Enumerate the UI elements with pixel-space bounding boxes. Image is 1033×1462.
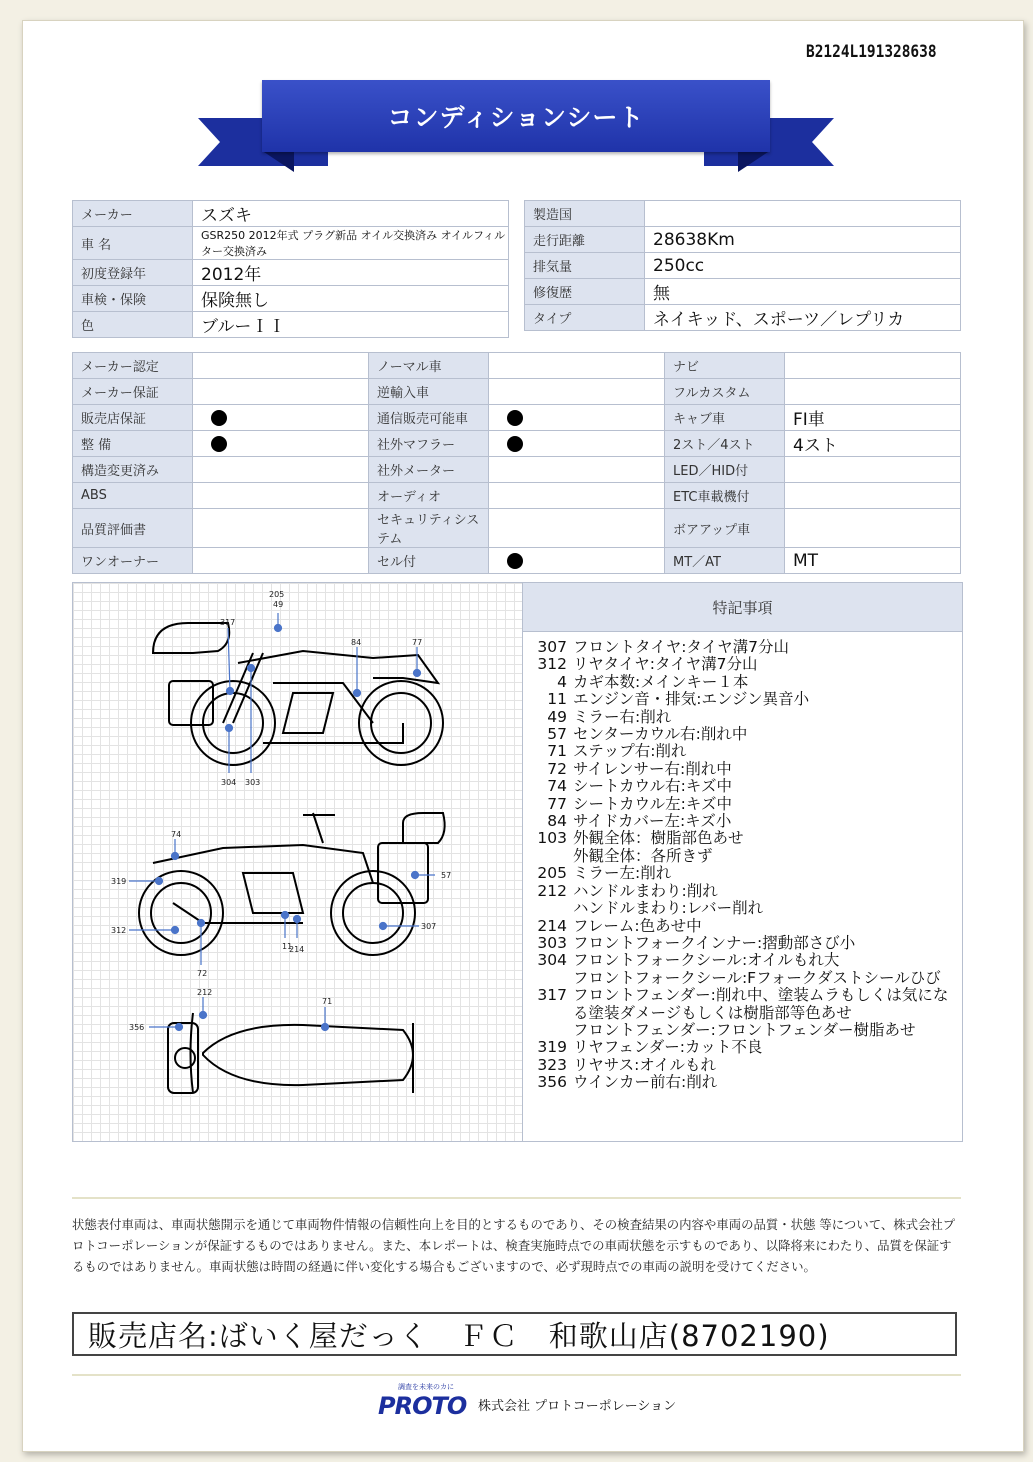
- note-code: [531, 848, 573, 865]
- note-text: サイドカバー左:キズ小: [573, 812, 732, 831]
- note-code: 319: [537, 1038, 567, 1057]
- feature-label: メーカー保証: [73, 379, 193, 405]
- field-label: 排気量: [525, 253, 645, 279]
- feature-label: ナビ: [665, 353, 785, 379]
- notes-list: [531, 639, 958, 1092]
- field-label: メーカー: [73, 201, 193, 227]
- feature-label: ABS: [73, 483, 193, 509]
- svg-text:303: 303: [245, 778, 261, 787]
- svg-text:307: 307: [421, 922, 437, 931]
- feature-label: ワンオーナー: [73, 548, 193, 574]
- note-code: 11: [547, 690, 567, 709]
- feature-label: 社外マフラー: [369, 431, 489, 457]
- feature-label: 品質評価書: [73, 509, 193, 548]
- table-row: [525, 227, 961, 253]
- feature-value: [193, 483, 369, 509]
- feature-label: キャブ車: [665, 405, 785, 431]
- logo-tagline: 調査を未来のカに: [398, 1383, 454, 1391]
- table-row: [525, 201, 961, 227]
- feature-label: 社外メーター: [369, 457, 489, 483]
- document-id: B2124L191328638: [806, 42, 937, 62]
- feature-label: LED／HID付: [665, 457, 785, 483]
- motorcycle-diagram: [73, 583, 522, 1141]
- feature-label: セル付: [369, 548, 489, 574]
- note-code: 212: [537, 881, 567, 900]
- note-code: 307: [537, 638, 567, 656]
- feature-value: FI車: [785, 405, 961, 431]
- check-dot-icon: [211, 436, 227, 452]
- note-text: カギ本数:メインキー１本: [573, 672, 749, 691]
- marker-304: [221, 725, 236, 788]
- field-label: 製造国: [525, 201, 645, 227]
- note-item: [531, 848, 958, 865]
- feature-value: MT: [785, 548, 961, 574]
- note-item: [531, 900, 958, 917]
- note-text: ハンドルまわり:削れ: [573, 881, 718, 900]
- note-item: [531, 935, 958, 952]
- svg-text:84: 84: [351, 638, 362, 647]
- feature-label: セキュリティシステム: [369, 509, 489, 548]
- feature-label: 整 備: [73, 431, 193, 457]
- note-code: 214: [537, 916, 567, 935]
- table-row: [73, 483, 961, 509]
- note-code: 74: [547, 777, 567, 796]
- note-text: フレーム:色あせ中: [573, 916, 702, 935]
- table-row: [73, 312, 509, 338]
- note-text: フロントフォークインナー:摺動部さび小: [573, 933, 856, 952]
- company-name: 株式会社 プロトコーポレーション: [478, 1399, 677, 1414]
- feature-label: ETC車載機付: [665, 483, 785, 509]
- note-text: エンジン音・排気:エンジン異音小: [573, 690, 810, 709]
- feature-value: [785, 509, 961, 548]
- check-dot-icon: [507, 436, 523, 452]
- features-table: [72, 352, 961, 574]
- feature-value: [785, 457, 961, 483]
- note-code: 317: [537, 986, 567, 1005]
- feature-label: オーディオ: [369, 483, 489, 509]
- table-row: [525, 279, 961, 305]
- feature-value: [489, 483, 665, 509]
- feature-label: 構造変更済み: [73, 457, 193, 483]
- note-text: 外観全体：各所きず: [573, 846, 713, 865]
- feature-label: ノーマル車: [369, 353, 489, 379]
- front-cowl: [153, 623, 229, 653]
- note-text: ハンドルまわり:レバー削れ: [573, 899, 764, 918]
- note-code: 103: [537, 829, 567, 848]
- note-item: [531, 796, 958, 813]
- note-code: 205: [537, 864, 567, 883]
- feature-value: [785, 353, 961, 379]
- note-item: [531, 830, 958, 847]
- note-code: 312: [537, 655, 567, 674]
- field-value: 2012年: [193, 260, 509, 286]
- table-row: [525, 253, 961, 279]
- damage-diagram: [73, 583, 523, 1141]
- marker-84: [351, 638, 361, 697]
- note-item: [531, 883, 958, 900]
- feature-value: [785, 379, 961, 405]
- note-text: 外観全体：樹脂部色あせ: [573, 829, 744, 848]
- note-text: シートカウル左:キズ中: [573, 794, 732, 813]
- note-code: 303: [537, 933, 567, 952]
- divider: [72, 1197, 961, 1199]
- feature-label: フルカスタム: [665, 379, 785, 405]
- feature-label: 2スト／4スト: [665, 431, 785, 457]
- top-view-body: [203, 1025, 413, 1085]
- svg-text:71: 71: [322, 997, 333, 1006]
- note-code: 71: [547, 742, 567, 761]
- field-value: 28638Km: [645, 227, 961, 253]
- table-row: [73, 379, 961, 405]
- note-item: [531, 1074, 958, 1091]
- svg-text:312: 312: [111, 926, 127, 935]
- feature-value: [193, 405, 369, 431]
- note-code: 84: [547, 812, 567, 831]
- table-row: [73, 457, 961, 483]
- note-item: [531, 952, 958, 969]
- table-row: [73, 431, 961, 457]
- note-text: フロントフェンダー:フロントフェンダー樹脂あせ: [573, 1020, 916, 1039]
- field-label: タイプ: [525, 305, 645, 331]
- note-code: 49: [547, 707, 567, 726]
- marker-205: [269, 590, 284, 632]
- note-item: [531, 691, 958, 708]
- feature-label: 逆輸入車: [369, 379, 489, 405]
- field-value: 保険無し: [193, 286, 509, 312]
- field-label: 初度登録年: [73, 260, 193, 286]
- note-item: [531, 656, 958, 673]
- check-dot-icon: [507, 553, 523, 569]
- feature-label: 販売店保証: [73, 405, 193, 431]
- note-item: [531, 639, 958, 656]
- note-item: [531, 1022, 958, 1039]
- field-label: 走行距離: [525, 227, 645, 253]
- note-item: [531, 709, 958, 726]
- note-item: [531, 743, 958, 760]
- feature-value: [193, 509, 369, 548]
- feature-label: 通信販売可能車: [369, 405, 489, 431]
- marker-74: [171, 830, 181, 860]
- vehicle-spec-table: [524, 200, 961, 331]
- note-item: [531, 726, 958, 743]
- feature-value: [489, 353, 665, 379]
- table-row: [73, 548, 961, 574]
- svg-text:317: 317: [220, 618, 236, 627]
- note-code: 57: [547, 725, 567, 744]
- feature-value: [489, 548, 665, 574]
- note-code: [531, 1022, 573, 1039]
- note-item: [531, 674, 958, 691]
- marker-212: [197, 988, 212, 1019]
- field-value: ブルーＩＩ: [193, 312, 509, 338]
- svg-text:304: 304: [221, 778, 237, 787]
- page-title: コンディションシート: [262, 80, 770, 152]
- note-code: [531, 900, 573, 917]
- note-text: リヤサス:オイルもれ: [573, 1055, 717, 1074]
- svg-text:11: 11: [282, 942, 293, 951]
- table-row: [73, 260, 509, 286]
- note-code: 72: [547, 759, 567, 778]
- note-text: シートカウル右:キズ中: [573, 777, 732, 796]
- logo-text: PROTO: [378, 1392, 467, 1420]
- shop-name: 販売店名:ばいく屋だっく ＦＣ 和歌山店(8702190): [72, 1312, 957, 1356]
- note-text: サイレンサー右:削れ中: [573, 759, 732, 778]
- feature-value: [193, 379, 369, 405]
- field-value: スズキ: [193, 201, 509, 227]
- notes-title: 特記事項: [523, 583, 962, 632]
- note-text: ステップ右:削れ: [573, 742, 687, 761]
- marker-49: [273, 600, 283, 609]
- note-code: 323: [537, 1055, 567, 1074]
- note-code: [531, 970, 573, 987]
- feature-value: [193, 548, 369, 574]
- svg-text:74: 74: [171, 830, 182, 839]
- note-item: [531, 1057, 958, 1074]
- marker-57: [412, 871, 452, 880]
- field-label: 車 名: [73, 227, 193, 260]
- field-label: 修復歴: [525, 279, 645, 305]
- feature-value: [193, 353, 369, 379]
- feature-value: [489, 509, 665, 548]
- field-value: 無: [645, 279, 961, 305]
- damage-diagram-panel: [72, 582, 963, 1142]
- vehicle-info-table: [72, 200, 509, 338]
- note-text: ミラー右:削れ: [573, 707, 672, 726]
- feature-value: 4スト: [785, 431, 961, 457]
- note-text: リヤタイヤ:タイヤ溝7分山: [573, 655, 758, 674]
- svg-text:49: 49: [273, 600, 284, 609]
- field-value: [645, 201, 961, 227]
- table-row: [73, 227, 509, 260]
- feature-value: [489, 457, 665, 483]
- divider: [72, 1374, 961, 1376]
- note-text: リヤフェンダー:カット不良: [573, 1038, 763, 1057]
- svg-text:77: 77: [412, 638, 423, 647]
- note-text: センターカウル右:削れ中: [573, 725, 748, 744]
- note-item: [531, 987, 958, 1022]
- feature-value: [193, 431, 369, 457]
- feature-value: [489, 431, 665, 457]
- svg-text:72: 72: [197, 969, 208, 978]
- feature-label: MT／AT: [665, 548, 785, 574]
- note-code: 4: [557, 672, 567, 691]
- field-label: 色: [73, 312, 193, 338]
- feature-label: メーカー認定: [73, 353, 193, 379]
- note-item: [531, 918, 958, 935]
- disclaimer-text: 状態表付車両は、車両状態開示を通じて車両物件情報の信頼性向上を目的とするものであり、その検査結果の内容や車両の品質・状態 等について、株式会社プロトコーポレーションが保証するものではありません。また、本レポートは、検査実施時点での車両状態を示すものであり、以降将来にわたり、品質を保証するものではありません。車両状態は時間の経過に伴い変化する場合もございますので、必ず現時点での車両の説明を受けてください。: [72, 1217, 956, 1274]
- svg-text:212: 212: [197, 988, 213, 997]
- feature-value: [193, 457, 369, 483]
- field-value: 250cc: [645, 253, 961, 279]
- note-code: 77: [547, 794, 567, 813]
- table-row: [73, 353, 961, 379]
- marker-319: [111, 877, 163, 886]
- field-value: GSR250 2012年式 プラグ新品 オイル交換済み オイルフィルター交換済み: [193, 227, 509, 260]
- note-text: フロントタイヤ:タイヤ溝7分山: [573, 638, 789, 656]
- table-row: [525, 305, 961, 331]
- marker-356: [129, 1023, 183, 1032]
- svg-text:319: 319: [111, 877, 127, 886]
- marker-307: [380, 922, 437, 931]
- field-value: ネイキッド、スポーツ／レプリカ: [645, 305, 961, 331]
- title-banner: [198, 80, 834, 184]
- note-text: ミラー左:削れ: [573, 864, 672, 883]
- svg-text:205: 205: [269, 590, 285, 599]
- note-item: [531, 778, 958, 795]
- note-item: [531, 813, 958, 830]
- table-row: [73, 201, 509, 227]
- note-item: [531, 865, 958, 882]
- feature-value: [489, 379, 665, 405]
- proto-logo: [378, 1382, 466, 1420]
- note-code: 304: [537, 951, 567, 970]
- note-item: [531, 1039, 958, 1056]
- note-text: フロントフォークシール:オイルもれ大: [573, 951, 840, 970]
- note-item: [531, 970, 958, 987]
- svg-text:356: 356: [129, 1023, 145, 1032]
- check-dot-icon: [211, 410, 227, 426]
- feature-label: ボアアップ車: [665, 509, 785, 548]
- feature-value: [489, 405, 665, 431]
- note-text: フロントフォークシール:Fフォークダストシールひび: [573, 968, 941, 987]
- check-dot-icon: [507, 410, 523, 426]
- table-row: [73, 509, 961, 548]
- note-text: フロントフェンダー:削れ中、塗装ムラもしくは気になる塗装ダメージもしくは樹脂部等色あせ: [573, 986, 949, 1022]
- field-label: 車検・保険: [73, 286, 193, 312]
- note-code: 356: [537, 1073, 567, 1092]
- svg-text:57: 57: [441, 871, 452, 880]
- svg-text:214: 214: [289, 945, 305, 954]
- table-row: [73, 405, 961, 431]
- feature-value: [785, 483, 961, 509]
- marker-214: [289, 916, 304, 955]
- note-text: ウインカー前右:削れ: [573, 1073, 718, 1092]
- note-item: [531, 761, 958, 778]
- table-row: [73, 286, 509, 312]
